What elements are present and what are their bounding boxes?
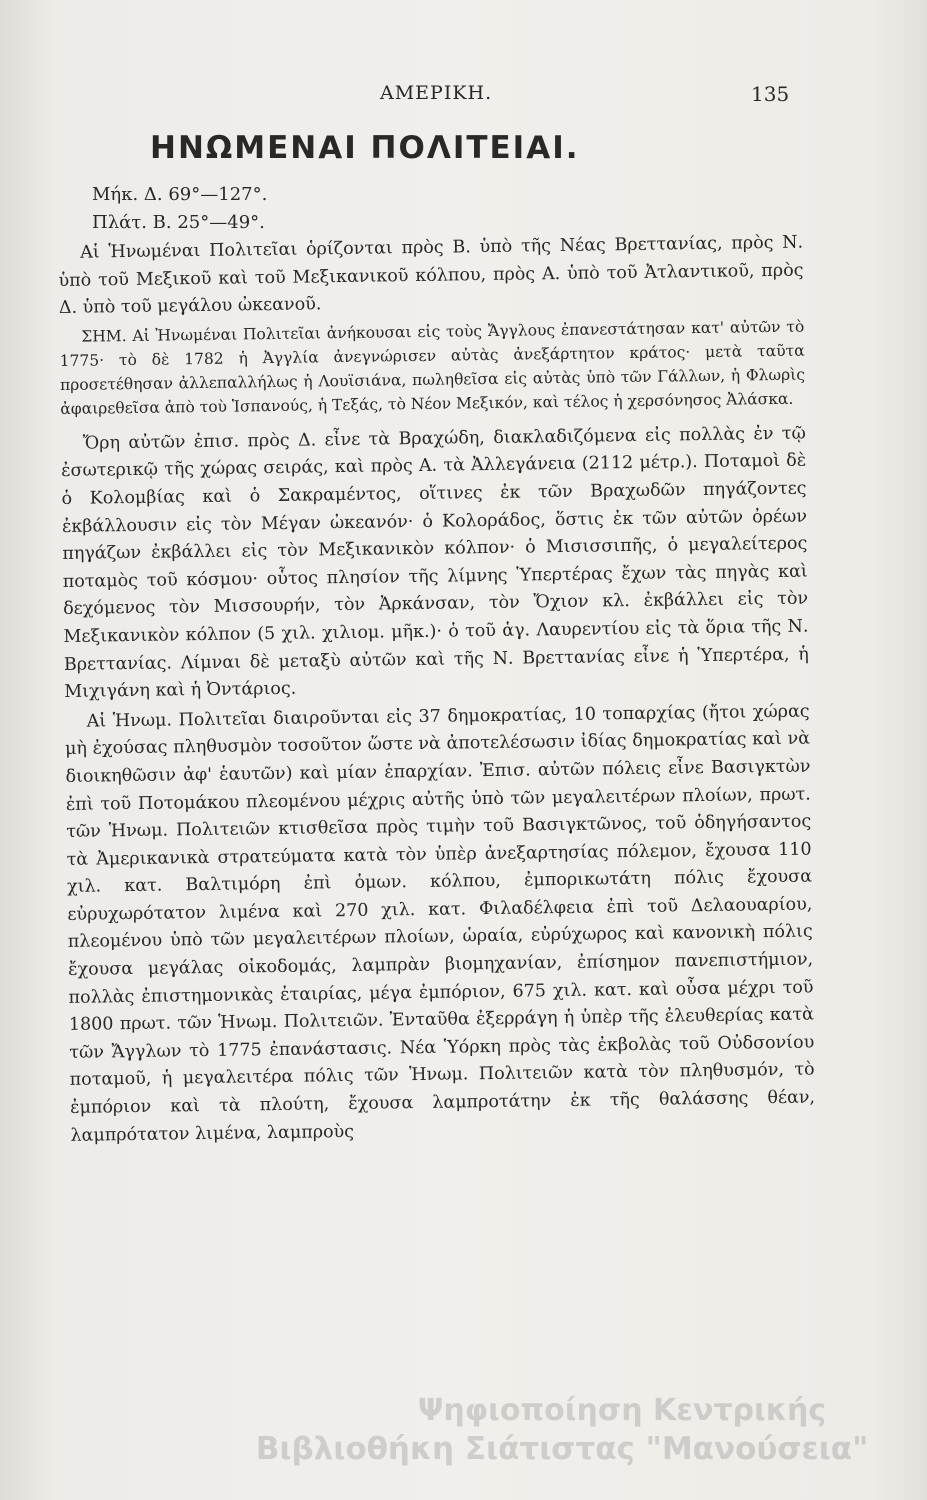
paragraph-mountains-rivers: Ὄρη αὐτῶν ἐπισ. πρὸς Δ. εἶνε τὰ Βραχώδη, διακλαδιζόμενα εἰς πολλὰς ἐν τῷ ἐσωτερικῷ τῆς χώρας σειράς, καὶ πρὸς Α. τὰ Ἀλλεγάνεια (2112 μέτρ.). Ποταμοὶ δὲ ὁ Κολομβίας καὶ ὁ Σακραμέντος, οἵτινες ἐκ τῶν Βραχωδῶν πηγάζοντες ἐκβάλλουσιν εἰς τὸν Μέγαν ὠκεανόν· ὁ Κολοράδος, ὅστις ἐκ τῶν αὐτῶν ὀρέων πηγάζων ἐκβάλλει εἰς τὸν Μεξικανικὸν κόλπον· ὁ Μισισσιπῆς, ὁ μεγαλείτερος ποταμὸς τοῦ κόσμου· οὗτος πλησίον τῆς λίμνης Ὑπερτέρας ἔχων τὰς πηγὰς καὶ δεχόμενος τὸν Μισσουρήν, τὸν Ἀρκάνσαν, τὸν Ὄχιον κλ. ἐκβάλλει εἰς τὸν Μεξικανικὸν κόλπον (5 χιλ. χιλιομ. μῆκ.)· ὁ τοῦ ἁγ. Λαυρεντίου εἰς τὰ ὅρια τῆς Ν. Βρεττανίας. Λίμναι δὲ μεταξὺ αὐτῶν καὶ τῆς Ν. Βρεττανίας εἶνε ἡ Ὑπερτέρα, ἡ Μιχιγάνη καὶ ἡ Ὀντάριος. [61,423,809,703]
body-text [58,230,816,1153]
paragraph-borders: Αἱ Ἡνωμέναι Πολιτεῖαι ὁρίζονται πρὸς Β. ὑπὸ τῆς Νέας Βρεττανίας, πρὸς Ν. ὑπὸ τοῦ Μεξικοῦ καὶ τοῦ Μεξικανικοῦ κόλπου, πρὸς Α. ὑπὸ τοῦ Ἀτλαντικοῦ, πρὸς Δ. ὑπὸ τοῦ μεγάλου ὠκεανοῦ. [58,232,804,319]
running-head-title: ΑΜΕΡΙΚΗ. [380,82,493,104]
watermark-line-2: Βιβλιοθήκη Σιάτιστας "Μανούσεια" [255,1431,869,1467]
section-heading: ΗΝΩΜΕΝΑΙ ΠΟΛΙΤΕΙΑΙ. [150,130,580,166]
page-number: 135 [751,82,790,106]
longitude-line: Μήκ. Δ. 69°—127°. [92,184,268,205]
watermark-line-1: Ψηφιοποίηση Κεντρικής [417,1393,827,1428]
paragraph-states-cities: Αἱ Ἡνωμ. Πολιτεῖαι διαιροῦνται εἰς 37 δημοκρατίας, 10 τοπαρχίας (ἤτοι χώρας μὴ ἐχούσας πληθυσμὸν τοσοῦτον ὥστε νὰ ἀποτελέσωσιν ἰδίας δημοκρατίας καὶ νὰ διοικηθῶσιν ἀφ' ἑαυτῶν) καὶ μίαν ἐπαρχίαν. Ἐπισ. αὐτῶν πόλεις εἶνε Βασιγκτὼν ἐπὶ τοῦ Ποτομάκου πλεομένου μέχρις αὐτῆς ὑπὸ τῶν μεγαλειτέρων πλοίων, πρωτ. τῶν Ἡνωμ. Πολιτειῶν κτισθεῖσα πρὸς τιμὴν τοῦ Βασιγκτῶνος, τοῦ ὁδηγήσαντος τὰ Ἀμερικανικὰ στρατεύματα κατὰ τὸν ὑπὲρ ἀνεξαρτησίας πόλεμον, ἔχουσα 110 χιλ. κατ. Βαλτιμόρη ἐπὶ ὁμων. κόλπου, ἐμπορικωτάτη πόλις ἔχουσα εὐρυχωρότατον λιμένα καὶ 270 χιλ. κατ. Φιλαδέλφεια ἐπὶ τοῦ Δελαουαρίου, πλεομένου ὑπὸ τῶν μεγαλειτέρων πλοίων, ὡραία, εὐρύχωρος καὶ κανονικὴ πόλις ἔχουσα μεγάλας οἰκοδομάς, λαμπρὰν βιομηχανίαν, ἐπίσημον πανεπιστήμιον, πολλὰς ἐπιστημονικὰς ἑταιρίας, μέγα ἐμπόριον, 675 χιλ. κατ. καὶ οὖσα μέχρι τοῦ 1800 πρωτ. τῶν Ἡνωμ. Πολιτειῶν. Ἐνταῦθα ἐξερράγη ἡ ὑπὲρ τῆς ἐλευθερίας κατὰ τῶν Ἄγγλων τὸ 1775 ἐπανάστασις. Νέα Ὑόρκη πρὸς τὰς ἐκβολὰς τοῦ Οὐδσονίου ποταμοῦ, ἡ μεγαλειτέρα πόλις τῶν Ἡνωμ. Πολιτειῶν κατὰ τὸν πληθυσμόν, τὸ ἐμπόριον καὶ τὰ πλούτη, ἔχουσα λαμπροτάτην ἐκ τῆς θαλάσσης θέαν, λαμπρότατον λιμένα, λαμπροὺς [64,701,816,1146]
library-watermark [212,1392,912,1468]
running-head [0,82,927,112]
paragraph-history-note: ΣΗΜ. Αἱ Ἡνωμέναι Πολιτεῖαι ἀνήκουσαι εἰς τοὺς Ἄγγλους ἐπανεστάτησαν κατ' αὐτῶν τὸ 1775· τὸ δὲ 1782 ἡ Ἀγγλία ἀνεγνώρισεν αὐτὰς ἀνεξάρτητον κράτος· μετὰ ταῦτα προσετέθησαν ἀλλεπαλλήλως ἡ Λουϊσιάνα, πωληθεῖσα εἰς αὐτὰς ὑπὸ τῶν Γάλλων, ἡ Φλωρὶς ἀφαιρεθεῖσα ἀπὸ τοὺ Ἱσπανούς, ἡ Τεξάς, τὸ Νέον Μεξικόν, καὶ τέλος ἡ χερσόνησος Ἀλάσκα. [59,317,806,418]
latitude-line: Πλάτ. Β. 25°—49°. [92,212,265,233]
